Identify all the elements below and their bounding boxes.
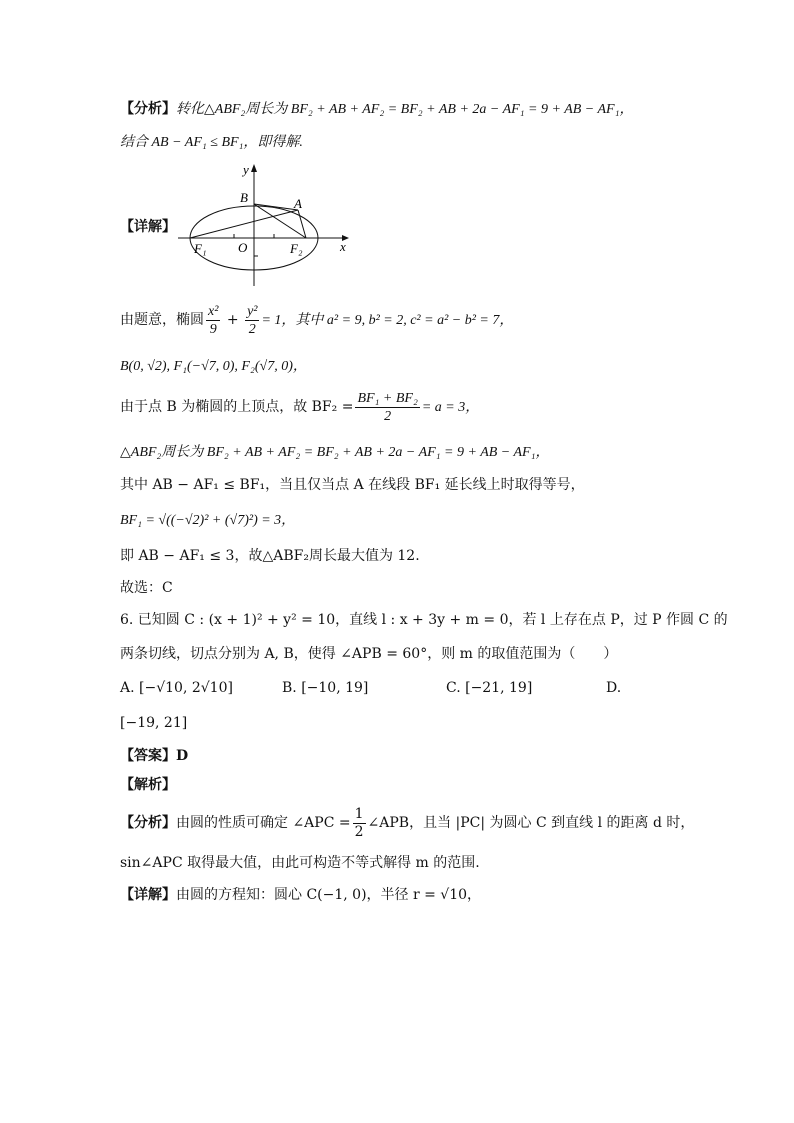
option-b [282,678,368,698]
label-O: O [238,240,248,255]
analysis-6-line-2 [120,853,480,873]
frac-num: y² [247,303,258,319]
label-B: B [240,190,248,205]
label-y: y [243,162,249,177]
label-x: x [340,239,346,254]
label-F1: F₁ [194,241,207,256]
choice-text: 故选：C [120,580,173,596]
solution-heading-text: 【解析】 [120,777,176,793]
detail-tag-label: 【详解】 [120,219,176,235]
fraction-half [353,806,366,841]
frac-den: 2 [384,408,392,424]
text-pre: 由题意，椭圆 [120,312,204,328]
analysis-text-2: 结合 AB − AF₁ ≤ BF₁，即得解. [120,135,303,150]
detail-6-tag: 【详解】 [120,887,176,903]
segment-B-A [254,204,298,210]
detail-6-text: 由圆的方程知：圆心 C(−1, 0)，半径 r = √10， [176,887,482,903]
analysis-6-text-2: sin∠APC 取得最大值，由此可构造不等式解得 m 的范围. [120,855,480,871]
option-a-text: A. [−√10, 2√10] [120,680,233,696]
detail-line-bf1 [120,510,295,531]
text-post: ∠APB，且当 |PC| 为圆心 C 到直线 l 的距离 d 时， [367,815,695,831]
frac-den: 2 [248,321,256,337]
perimeter-text: △ABF₂周长为 BF₂ + AB + AF₂ = BF₂ + AB + 2a − AF₁ = 9 + AB − AF₁， [120,445,550,460]
frac-num: BF₁ + BF₂ [357,390,418,406]
fraction-bf [355,390,419,425]
frac-den: 9 [209,321,217,337]
question-6-line-1 [120,610,728,630]
detail-line-inequality [120,475,585,495]
segment-F1-A [190,210,298,238]
detail-line-max [120,546,420,566]
solution-heading [120,775,176,795]
text-post: = 1，其中 a² = 9, b² = 2, c² = a² − b² = 7， [261,313,514,328]
text-post: = a = 3， [421,400,480,415]
max-text: 即 AB − AF₁ ≤ 3，故△ABF₂周长最大值为 12. [120,548,420,564]
inequality-text: 其中 AB − AF₁ ≤ BF₁，当且仅当点 A 在线段 BF₁ 延长线上时取得等号， [120,477,585,493]
option-d [606,678,621,698]
detail-line-bf2 [120,387,479,428]
detail-tag [120,217,176,237]
detail-line-choice [120,578,173,598]
answer-text: 【答案】D [120,748,189,764]
ellipse-figure [170,158,360,290]
option-d-label: D. [606,680,622,696]
frac-den: 2 [354,823,364,840]
fraction-x [206,303,220,338]
y-axis-arrow [251,164,257,172]
points-text: B(0, √2), F₁(−√7, 0), F₂(√7, 0)， [120,359,307,374]
option-d-value [120,713,187,733]
analysis-6-tag: 【分析】 [120,815,176,831]
analysis-text: 转化△ABF₂周长为 BF₂ + AB + AF₂ = BF₂ + AB + 2a − AF₁ = 9 + AB − AF₁， [176,102,634,117]
frac-num: 1 [354,805,364,822]
question-text: 6. 已知圆 C : (x + 1)² + y² = 10，直线 l : x + 3y + m = 0，若 l 上存在点 P，过 P 作圆 C 的 [120,612,728,628]
option-b-text: B. [−10, 19] [282,680,369,696]
text-pre: 由于点 B 为椭圆的上顶点，故 BF₂ = [120,399,354,415]
text-pre: 由圆的性质可确定 ∠APC = [176,815,351,831]
option-c-text: C. [−21, 19] [446,680,533,696]
detail-line-ellipse: 由题意，椭圆 $\frac{\text{x²}}{9}$ + $\frac{\text{y²}}{2}$ = 1，其中 a² = 9, b² = 2, c² = a² − b² = 7， [120,303,514,337]
detail-6-line [120,885,481,905]
analysis-line-2 [120,132,303,153]
fraction-y [245,303,259,338]
analysis-6-line-1 [120,803,694,843]
question-text-2: 两条切线，切点分别为 A, B，使得 ∠APB = 60°，则 m 的取值范围为（ ） [120,646,618,662]
label-A: A [294,196,302,211]
analysis-line-1 [120,99,633,120]
bf1-text: BF₁ = √((−√2)² + (√7)²) = 3， [120,513,296,528]
question-6-line-2 [120,644,617,664]
label-F2: F₂ [290,241,303,256]
option-c [446,678,532,698]
option-a [120,678,233,698]
frac-num: x² [208,303,219,319]
detail-line-points [120,356,307,377]
analysis-tag: 【分析】 [120,101,176,117]
option-d-text: [−19, 21] [120,715,188,731]
detail-line-perimeter [120,442,549,463]
answer-line [120,746,188,766]
